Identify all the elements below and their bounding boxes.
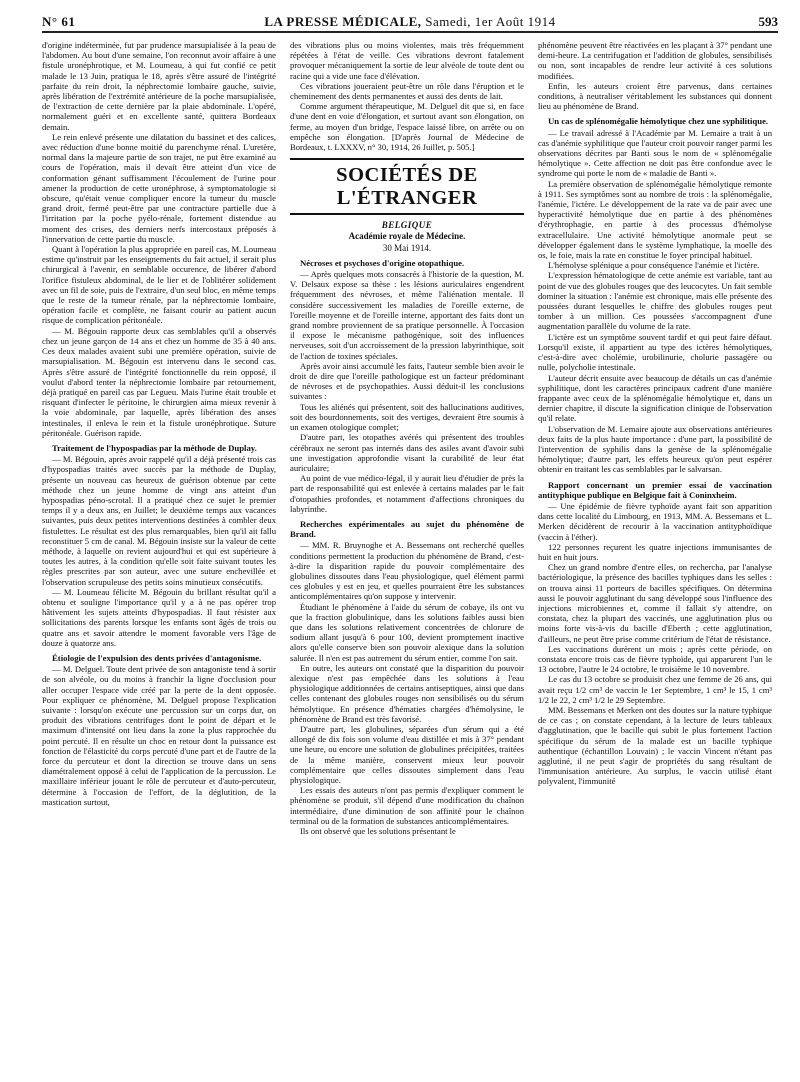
- paragraph: D'autre part, les otopathes avérés qui présentent des troubles cérébraux ne seront pas internés dans des asiles avant d'avoir subi une investigation approfondie visant la curabilité de leur état auriculaire;: [290, 432, 524, 473]
- column-right: [538, 40, 772, 1072]
- paragraph: Comme argument thérapeutique, M. Delguel dit que si, en face d'une dent en voie d'élongation, et surtout avant son élongation, on ferme, au moyen d'un bridge, l'espace laissé libre, on arrête ou on empêche son élongation. [D'après Journal de Médecine de Bordeaux, t. LXXXV, n° 30, 1914, 26 Juillet, p. 505.]: [290, 101, 524, 153]
- issue-date: Samedi, 1er Août 1914: [425, 14, 556, 29]
- paragraph: Le cas du 13 octobre se produisit chez une femme de 26 ans, qui avait reçu 1/2 cm³ de vaccin le 1er Septembre, 1 cm³ le 15, 1 cm³ 1/2 le 22, 2 cm³ 1/2 le 29 Septembre.: [538, 674, 772, 705]
- section-heading: Étiologie de l'expulsion des dents privées d'antagonisme.: [52, 652, 262, 663]
- paragraph: d'origine indéterminée, fut par prudence marsupialisée à la peau de l'abdomen. Au bout d'une semaine, l'on reconnut avoir affaire à une fistule uronéphrotique, et M. Loumeau, à qui fut confié ce petit malade le 13 Juin, pratiqua le 18, après s'être assuré de l'intégrité parfaite du rein droit, la néphrectomie lombaire gauche, suivie, après libération de l'extrémité antérieure de la poche marsupialisée, de l'extraction de cette dernière par la plaie abdominale. L'opéré, normalement guéri et en excellente santé, quittera Bordeaux demain.: [42, 40, 276, 132]
- paragraph: 122 personnes reçurent les quatre injections immunisantes de huit en huit jours.: [538, 541, 772, 562]
- section-heading: Nécroses et psychoses d'origine otopathique.: [300, 257, 465, 268]
- section-heading: Un cas de splénomégalie hémolytique chez une syphilitique.: [548, 116, 769, 127]
- paragraph: — Après quelques mots consacrés à l'historie de la question, M. V. Delsaux expose sa thèse : les lésions auriculaires engendrent fréquemment des névroses, et même l'aliénation mentale. Il considère successivement les maladies de l'oreille externe, de l'oreille moyenne et de l'oreille interne, apportant des faits dont un grand nombre proviennent de sa pratique personnelle. À l'occasion il expose le mécanisme pathogénique, soit des influences nerveuses, soit d'un accroissement de la pression labyrinthique, soit de l'action de toxines spéciales.: [290, 269, 524, 361]
- section-heading: Recherches expérimentales au sujet du phénomène de Brand.: [290, 518, 524, 540]
- column-middle: [290, 40, 524, 1072]
- issue-number: N° 61: [42, 14, 76, 29]
- paragraph: Quant à l'opération la plus appropriée en pareil cas, M. Loumeau estime qu'instruit par les enseignements du fait actuel, il serait plus chirurgical à l'avenir, en semblable occurence, de libérer d'abord l'orifice fistuleux abdominal, de le lier et de l'oblitérer solidement avec un fil de soie, puis de l'extraire, d'un seul bloc, en même temps que le reste de la tumeur rénale, par la néphrectomie lombaire, opération facile et complète, ne faisant courir au patient aucun risque de complication péritonéale.: [42, 244, 276, 326]
- header-rule: [42, 31, 778, 33]
- paragraph: — M. Bégouin, après avoir rappelé qu'il a déjà présenté trois cas d'hypospadias traités avec succès par la méthode de Duplay, présente un nouveau cas heureux de guérison obtenue par cette méthode chez un jeune homme de vingt ans atteint d'un hypospadias péno-scrotal. Il a pratiqué chez ce sujet le premier temps il y a deux ans, en Juillet; le deuxième temps aux vacances suivantes, puis deux petites interventions destinées à combler deux fistulettes. Le résultat est des plus remarquables, bien qu'il ait fallu reconstituer 5 cm de canal. M. Bégouin insiste sur la valeur de cette méthode, à laquelle on revient aujourd'hui et qui est supérieure à toutes les autres, à la condition qu'elle soit faite suivant toutes les règles prescrites par son auteur, avec une suture enchevillée et l'observation scrupuleuse des petits soins minutieux consécutifs.: [42, 454, 276, 587]
- paragraph: — M. Delguel. Toute dent privée de son antagoniste tend à sortir de son alvéole, ou du moins à franchir la ligne d'occlusion pour aller occuper l'espace vide créé par la perte de la dent opposée. Pour expliquer ce phénomène, M. Delguel propose l'explication suivante : lorsqu'on exécute une percussion sur un corps dur, on produit des vibrations centrifuges dont le point de départ et le maximum d'intensité ont lieu dans la zone la plus rapprochée du point percuté. Il en résulte un choc en retour dont la puissance est fonction de l'élasticité du corps percuté d'une part et de l'autre de la force du percuteur et dont la direction se trouve dans un sens diamétralement opposé à celui de l'application de la percussion. Le maxillaire inférieur jouant le rôle de percuteur et d'auto-percuteur, détermine à l'occasion de l'effort, de la déglutition, de la mastication surtout,: [42, 664, 276, 807]
- page-header: [42, 14, 778, 36]
- paragraph: L'expression hématologique de cette anémie est variable, tant au point de vue des globules rouges que des leucocytes. Un fait semble dominer la situation : l'anémie est chronique, mais elle présente des poussées durant lesquelles le chiffre des globules rouges peut tomber à un million. Ces poussées s'accompagnent d'une augmentation parallèle du volume de la rate.: [538, 270, 772, 332]
- page-number: 593: [758, 14, 778, 29]
- paragraph: Ils ont observé que les solutions présentant le: [300, 826, 456, 837]
- section-heading: Rapport concernant un premier essai de vaccination antityphique publique en Belgique fait à Coninxheim.: [538, 479, 772, 500]
- paragraph: La première observation de splénomégalie hémolytique remonte à 1911. Ses symptômes sont au nombre de trois : la splénomégalie, l'anémie, l'ictère. Le développement de la rate va de pair avec une hyperactivité hémolytique due en partie à des phénomènes d'érythrophagie, en partie à des processus d'hémolyse extracellulaire. Une activité hémolytique anormale peut se développer également dans le système lymphatique, la moelle des os, le foie, mais la rate en constitue le foyer principal habituel.: [538, 178, 772, 261]
- paragraph: Le rein enlevé présente une dilatation du bassinet et des calices, avec réduction d'une bonne moitié du parenchyme rénal. L'uretère, normal dans la majeure partie de son trajet, ne put être examiné au cours de l'opération, mais il devait être atteint d'un vice de conformation génant suffisamment l'écoulement de l'urine pour amener la production de cette uronéphrose, à symptomatologie si obscure, qu'était venue compliquer encore la tumeur du muscle grand droit, fermé peut-être par une contracture partielle due à l'irritation par la poche pyélo-rénale, fortement distendue au moment des crises, des derniers nerfs intercostaux préposés à l'innervation de cette partie du muscle.: [42, 131, 276, 244]
- session-date: 30 Mai 1914.: [382, 242, 432, 253]
- paragraph: Les essais des auteurs n'ont pas permis d'expliquer comment le phénomène se produit, s'il dépend d'une modification du chaînon intermédiaire, d'une diminution de son affinité pour le chaînon terminal ou de la formation de substances anticomplémentaires.: [290, 785, 524, 826]
- country-heading: BELGIQUE: [381, 220, 433, 231]
- paragraph: Enfin, les auteurs croient être parvenus, dans certaines conditions, à neutraliser véritablement les substances qui donnent lieu au phénomène de Brand.: [538, 80, 772, 112]
- paragraph: D'autre part, les globulines, séparées d'un sérum qui a été allongé de dix fois son volume d'eau distillée et mis à 37° pendant une heure, ou encore une solution de globulines précipitées, traitées de la même manière, conservent mieux leur pouvoir complémentaire que celles dissoutes simplement dans l'eau physiologique.: [290, 723, 524, 785]
- section-banner: SOCIÉTÉS DE L'ÉTRANGER: [290, 158, 524, 215]
- column-left: [42, 40, 276, 1072]
- paragraph: Étudiant le phénomène à l'aide du sérum de cobaye, ils ont vu que la fraction globulinique, dans les solutions faibles aussi bien que dans les solutions relativement concentrées de chlorure de sodium allant jusqu'à 6 pour 100, devient promptement inactive alors qu'elle conserve bien son pouvoir alexique dans la solution salurée. Il n'en est pas autrement du sérum entier, comme l'on sait.: [290, 601, 524, 663]
- paragraph: Les vaccinations durèrent un mois ; après cette période, on constata encore trois cas de fièvre typhoïde, qui apparurent l'un le 13 octobre, l'autre le 24 octobre, le troisième le 10 novembre.: [538, 643, 772, 675]
- paragraph: — Une épidémie de fièvre typhoïde ayant fait son apparition dans cette localité du Limbourg, en 1913, MM. A. Bessemans et L. Merken décidèrent de recourir à la vaccination antityphoïdique (vaccin à l'éther).: [538, 500, 772, 542]
- paragraph: Tous les aliénés qui présentent, soit des hallucinations auditives, soit des bourdonnements, soit des vertiges, devraient être soumis à un examen otologique complet;: [290, 401, 524, 433]
- paragraph: L'ictère est un symptôme souvent tardif et qui peut faire défaut. Lorsqu'il existe, il appartient au type des ictères hémolytiques, c'est-à-dire avec cholémie, urobilinurie, cholurie passagère ou nulle, polycholie intestinale.: [538, 331, 772, 373]
- paragraph: L'observation de M. Lemaire ajoute aux observations antérieures deux faits de la plus haute importance : d'une part, la possibilité de l'intervention de syphilis dans la genèse de la splénomégalie hémolytique; d'autre part, les effets heureux qu'on peut espérer obtenir en traitant les cas semblables par le salvarsan.: [538, 423, 772, 475]
- paragraph: L'auteur décrit ensuite avec beaucoup de détails un cas d'anémie syphilitique, dont les caractères principaux cadrent d'une manière frappante avec ceux de la splénomégalie hémolytique et, dans un dernier chapitre, il discute la signification clinique de l'observation qu'il relate.: [538, 372, 772, 424]
- paragraph: — M. Loumeau félicite M. Bégouin du brillant résultat qu'il a obtenu et souligne l'importance qu'il y a à ne pas opérer trop hâtivement les sujets atteints d'hypospadias. Il faut résister aux sollicitations des parents lorsque les enfants sont âgés de trois ou quatre ans et savoir attendre le moment favorable vers l'âge de douze à quatorze ans.: [42, 586, 276, 648]
- paragraph: En outre, les auteurs ont constaté que la disparition du pouvoir alexique n'est pas empêchée dans les solutions à l'eau physiologique additionnées de certains antiseptiques, ainsi que dans celles contenant des globules rouges non sensibilisés ou du sérum hémolytique. En présence d'hématies chargées d'hémolysine, le phénomène de Brand est très favorisé.: [290, 662, 524, 724]
- society-name: Académie royale de Médecine.: [348, 231, 466, 242]
- paragraph: Ces vibrations joueraient peut-être un rôle dans l'éruption et le cheminement des dents permanentes et aussi des dents de lait.: [290, 80, 524, 102]
- paragraph: Après avoir ainsi accumulé les faits, l'auteur semble bien avoir le droit de dire que l'oreille pathologique est un facteur prédominant de névroses et de psychopathies. Aussi déduit-il les conclusions suivantes :: [290, 360, 524, 402]
- journal-masthead: [42, 14, 778, 30]
- paragraph: — MM. R. Bruynoghe et A. Bessemans ont recherché quelles conditions permettent la production du phénomène de Brand, c'est-à-dire la disparition rapide du pouvoir complémentaire des globulines dissoutes dans l'eau physiologique, quel élément parmi ces globules y est en jeu, et quelles pourraient être les substances anticomplémentaires qu'on suppose y intervenir.: [290, 540, 524, 602]
- paragraph: Au point de vue médico-légal, il y aurait lieu d'étudier de près la part de responsabilité qui est enlevée à certains malades par le fait d'otopathies profondes, et notamment d'affections chroniques du labyrinthe.: [290, 473, 524, 514]
- journal-title: LA PRESSE MÉDICALE,: [264, 14, 422, 29]
- paragraph: — M. Bégouin rapporte deux cas semblables qu'il a observés chez un jeune garçon de 14 ans et chez un homme de 35 à 40 ans. Ces deux malades avaient subi une première opération, suivie de marsupialisation. M. Bégouin est intervenu dans le second cas. Après s'être assuré de l'intégrité fonctionnelle du rein opposé, il voulut d'abord tenter la néphrectomie lombaire par retournement, déjà pratiqué en pareil cas par Legueu. Mais l'urine était trouble et risquant d'infecter le péritoine, le chirurgien aima mieux revenir à la voie abdominale, par laquelle, après libération des anses intestinales, il enleva le rein et la fistule uronéphrotique. Suture péritonéale. Guérison rapide.: [42, 325, 276, 438]
- paragraph: phénomène peuvent être réactivées en les plaçant à 37° pendant une demi-heure. La centrifugation et l'addition de globules, sensibilisés ou non, sont incapables de rendre leur activité à ces solutions modifiées.: [538, 40, 772, 81]
- paragraph: MM. Bessemans et Merken ont des doutes sur la nature typhique de ce cas ; on constate cependant, à la lecture de leurs tableaux d'agglutination, que le bacille qui subit le plus fortement l'action spécifique du sérum de la malade est un bacille typhique authentique (échantillon Louvain) ; le vaccin Vincent n'étant pas agglutiné, il ne peut s'agir de propriétés du sang résultant de l'immunisation antérieure. Au surplus, le vaccin utilisé étant polyvalent, l'immunité: [538, 705, 772, 787]
- section-heading: Traitement de l'hypospadias par la méthode de Duplay.: [52, 442, 257, 453]
- paragraph: — Le travail adressé à l'Académie par M. Lemaire a trait à un cas d'anémie syphilitique que l'auteur croit pouvoir ranger parmi les observations décrites par Banti sous le nom de « splénomégalie hémolytique ». Cette affection ne doit pas être confondue avec le syndrome qui porte le nom de « maladie de Banti ».: [538, 127, 772, 179]
- paragraph: L'hémolyse splénique a pour conséquence l'anémie et l'ictère.: [548, 260, 760, 271]
- paragraph: des vibrations plus ou moins violentes, mais très fréquemment répétées à l'état de veille. Ces vibrations devront fatalement provoquer mécaniquement la sortie de leur alvéole de toute dent ou racine qui a vide une face d'élévation.: [290, 40, 524, 81]
- paragraph: Chez un grand nombre d'entre elles, on rechercha, par l'analyse bactériologique, la présence des bacilles typhiques dans les selles : on trouva ainsi 11 porteurs de bacilles spécifiques. On détermina aussi le pouvoir agglutinant du sang développé sous l'influence des injections microbiennes et, comme il fallait s'y attendre, on constata, chez la plupart des vaccinés, une agglutination plus ou moins forte vis-à-vis du bacille d'Eberth ; cette agglutination, d'ailleurs, ne peut être prise comme critérium de l'état de résistance.: [538, 562, 772, 644]
